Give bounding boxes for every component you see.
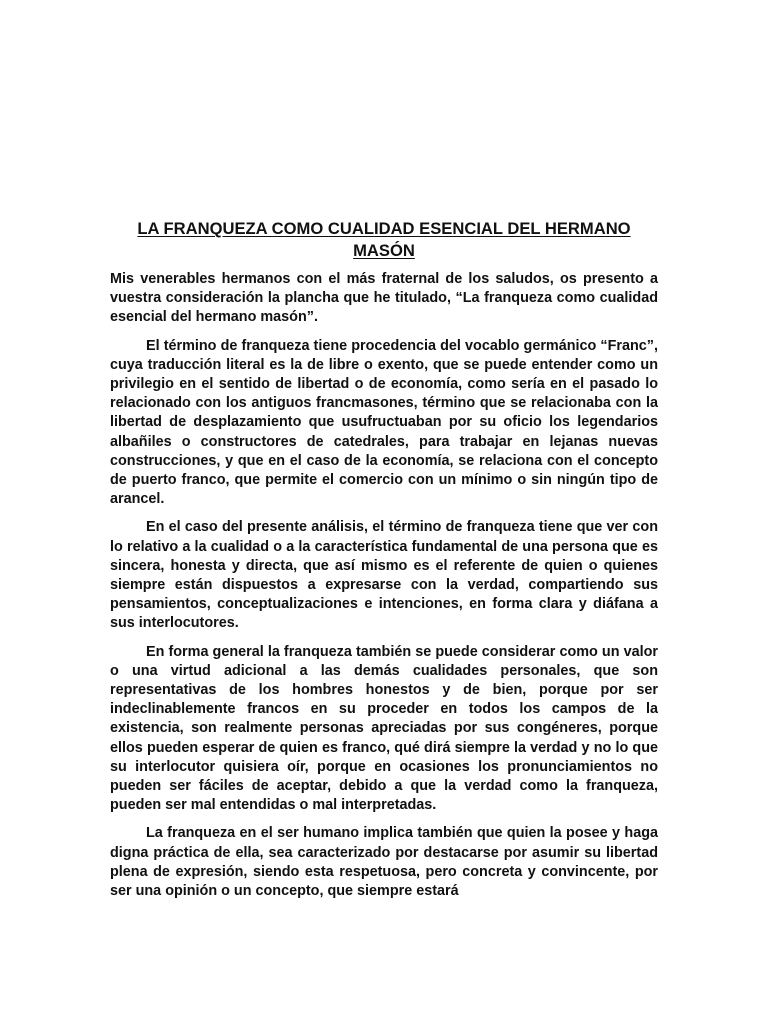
paragraph-expression: La franqueza en el ser humano implica también que quien la posee y haga digna práctica de ella, sea caracterizado por destacarse por asumir su libertad plena de expresión, siendo esta respetuosa, pero concreta y convincente, por ser una opinión o un concepto, que siempre estará [110, 825, 658, 900]
document-body [110, 218, 658, 910]
paragraph-greeting: Mis venerables hermanos con el más fraternal de los saludos, os presento a vuestra consideración la plancha que he titulado, “La franqueza como cualidad esencial del hermano masón”. [110, 271, 658, 326]
paragraph-virtue: En forma general la franqueza también se puede considerar como un valor o una virtud adicional a las demás cualidades personales, que son representativas de los hombres honestos y de bien, porque por ser indeclinablemente francos en su proceder en todos los campos de la existencia, son realmente personas apreciadas por sus congéneres, porque ellos pueden esperar de quien es franco, qué dirá siempre la verdad y no lo que su interlocutor quisiera oír, porque en ocasiones los pronunciamientos no pueden ser fáciles de aceptar, debido a que la verdad como la franqueza, pueden ser mal entendidas o mal interpretadas. [110, 643, 658, 814]
document-title: LA FRANQUEZA COMO CUALIDAD ESENCIAL DEL HERMANO MASÓN [137, 219, 631, 260]
paragraph-etymology: El término de franqueza tiene procedencia del vocablo germánico “Franc”, cuya traducción literal es la de libre o exento, que se puede entender como un privilegio en el sentido de libertad o de economía, como sería en el pasado lo relacionado con los antiguos francmasones, término que se relacionaba con la libertad de desplazamiento que usufructuaban por su oficio los legendarios albañiles o constructores de catedrales, para trabajar en lejanas nuevas construcciones, y que en el caso de la economía, se relaciona con el concepto de puerto franco, que permite el comercio con un mínimo o sin ningún tipo de arancel. [110, 337, 658, 508]
paragraph-analysis: En el caso del presente análisis, el término de franqueza tiene que ver con lo relativo a la cualidad o a la característica fundamental de una persona que es sincera, honesta y directa, que así mismo es el referente de quien o quienes siempre están dispuestos a expresarse con la verdad, compartiendo sus pensamientos, conceptualizaciones e intenciones, en forma clara y diáfana a sus interlocutores. [110, 519, 658, 632]
